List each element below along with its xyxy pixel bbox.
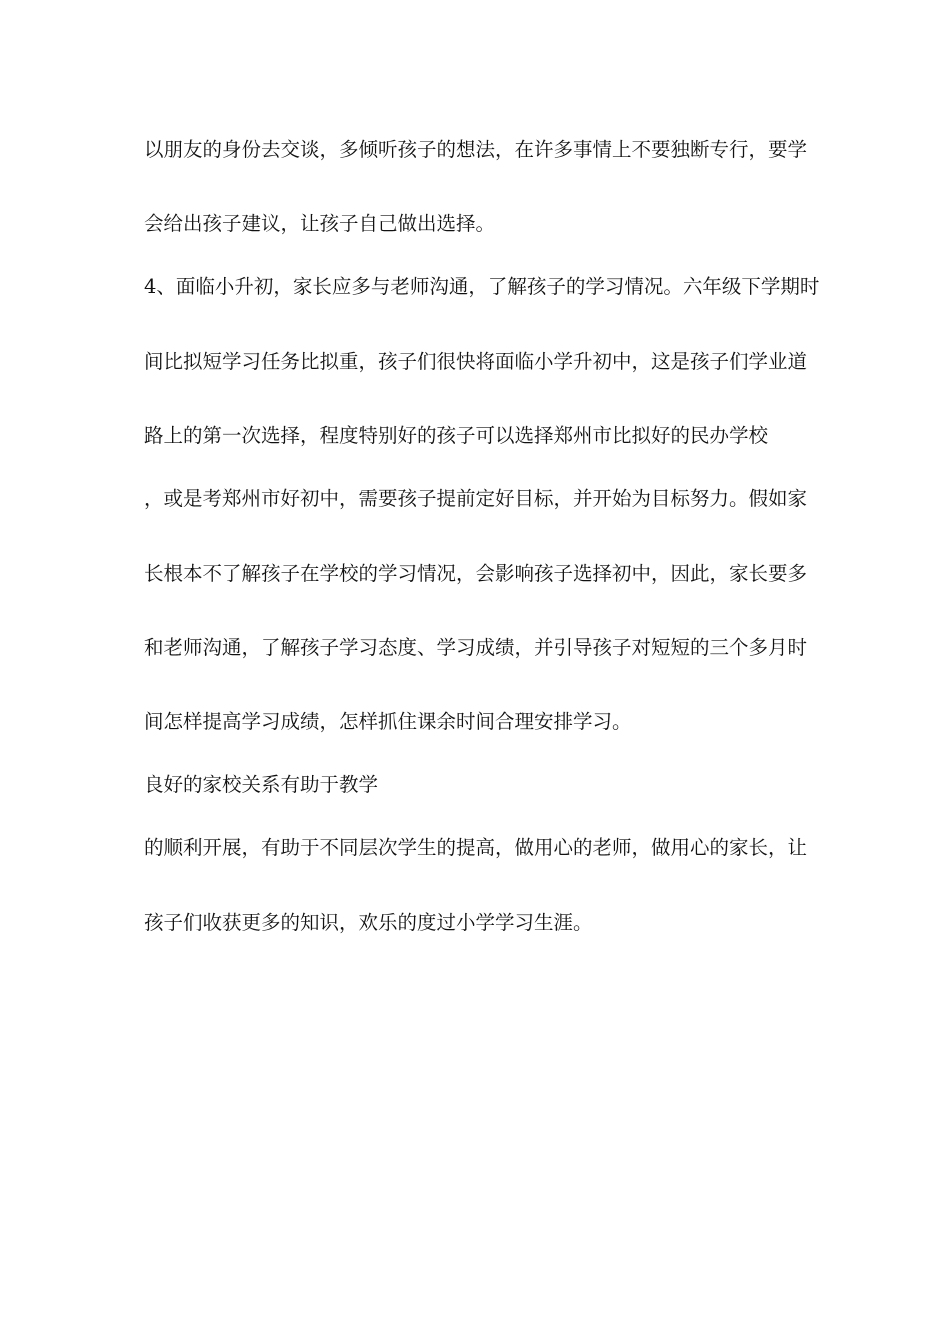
paragraph-line-11: 的顺利开展，有助于不同层次学生的提高，做用心的老师，做用心的家长，让 (144, 836, 808, 859)
paragraph-line-7: 长根本不了解孩子在学校的学习情况，会影响孩子选择初中，因此，家长要多 (144, 562, 808, 585)
paragraph-line-1: 以朋友的身份去交谈，多倾听孩子的想法，在许多事情上不要独断专行，要学 (144, 138, 808, 161)
item-number: 4 (144, 275, 157, 298)
paragraph-line-4: 间比拟短学习任务比拟重，孩子们很快将面临小学升初中，这是孩子们学业道 (144, 350, 808, 373)
paragraph-line-2: 会给出孩子建议，让孩子自己做出选择。 (144, 212, 496, 235)
numbered-item-line (144, 275, 819, 299)
paragraph-line-6: ，或是考郑州市好初中，需要孩子提前定好目标，并开始为目标努力。假如家 (144, 487, 808, 510)
paragraph-line-5: 路上的第一次选择，程度特别好的孩子可以选择郑州市比拟好的民办学校 (144, 424, 769, 447)
paragraph-line-10: 良好的家校关系有助于教学 (144, 773, 379, 796)
paragraph-line-8: 和老师沟通，了解孩子学习态度、学习成绩，并引导孩子对短短的三个多月时 (144, 636, 808, 659)
item-text: 、面临小升初，家长应多与老师沟通，了解孩子的学习情况。六年级下学期时 (156, 275, 820, 298)
paragraph-line-9: 间怎样提高学习成绩，怎样抓住课余时间合理安排学习。 (144, 710, 632, 733)
paragraph-line-12: 孩子们收获更多的知识，欢乐的度过小学学习生涯。 (144, 911, 593, 934)
